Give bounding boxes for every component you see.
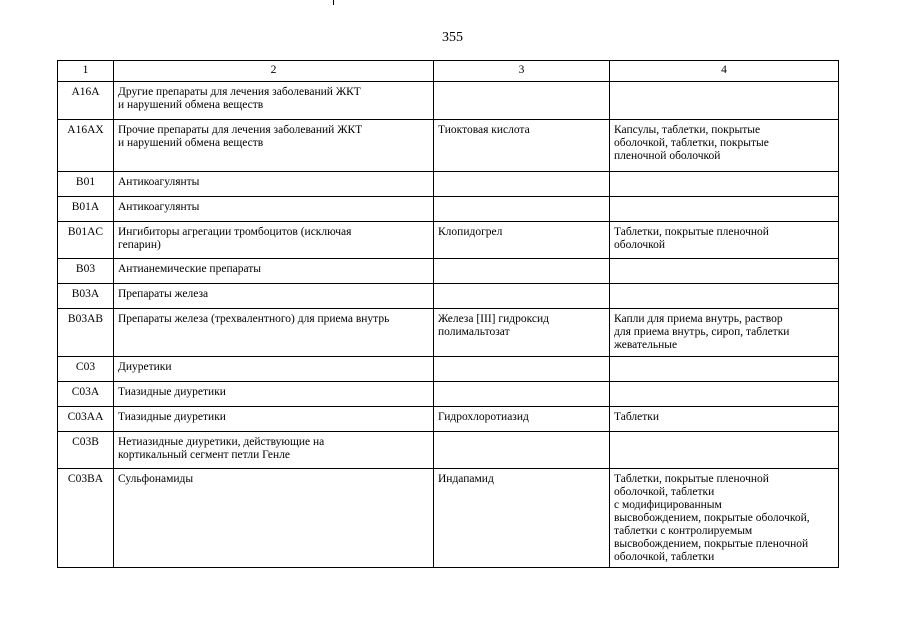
dosage-form-cell xyxy=(610,382,839,407)
drug-name-cell xyxy=(434,357,610,382)
table-row xyxy=(58,259,839,284)
atc-code-cell: B01AC xyxy=(58,222,114,259)
atc-code-cell: C03 xyxy=(58,357,114,382)
atc-code-cell: C03B xyxy=(58,432,114,469)
table-row xyxy=(58,309,839,357)
atc-code-cell: B03A xyxy=(58,284,114,309)
table-header-row xyxy=(58,61,839,82)
atc-code-cell: C03BA xyxy=(58,469,114,568)
dosage-form-cell: Капсулы, таблетки, покрытые оболочкой, таблетки, покрытые пленочной оболочкой xyxy=(610,120,839,172)
atc-code-cell: A16AX xyxy=(58,120,114,172)
dosage-form-cell: Таблетки, покрытые пленочной оболочкой xyxy=(610,222,839,259)
atc-code-cell: B01A xyxy=(58,197,114,222)
drug-name-cell xyxy=(434,259,610,284)
drug-name-cell: Железа [III] гидроксид полимальтозат xyxy=(434,309,610,357)
dosage-form-cell xyxy=(610,259,839,284)
group-name-cell: Препараты железа xyxy=(114,284,434,309)
table-row xyxy=(58,284,839,309)
group-name-cell: Препараты железа (трехвалентного) для приема внутрь xyxy=(114,309,434,357)
drug-name-cell xyxy=(434,382,610,407)
dosage-form-cell: Капли для приема внутрь, раствор для приема внутрь, сироп, таблетки жевательные xyxy=(610,309,839,357)
dosage-form-cell xyxy=(610,197,839,222)
dosage-form-cell: Таблетки xyxy=(610,407,839,432)
medication-table xyxy=(57,60,839,568)
drug-name-cell xyxy=(434,172,610,197)
drug-name-cell xyxy=(434,432,610,469)
group-name-cell: Антианемические препараты xyxy=(114,259,434,284)
dosage-form-cell: Таблетки, покрытые пленочной оболочкой, таблетки с модифицированным высвобождением, покрытые оболочкой, таблетки с контролируемым высвобождением, покрытые пленочной оболочкой, таблетки xyxy=(610,469,839,568)
dosage-form-cell xyxy=(610,172,839,197)
dosage-form-cell xyxy=(610,432,839,469)
column-header-3: 3 xyxy=(434,61,610,82)
group-name-cell: Другие препараты для лечения заболеваний ЖКТ и нарушений обмена веществ xyxy=(114,82,434,120)
table-row xyxy=(58,407,839,432)
dosage-form-cell xyxy=(610,82,839,120)
drug-name-cell: Индапамид xyxy=(434,469,610,568)
column-header-2: 2 xyxy=(114,61,434,82)
dosage-form-cell xyxy=(610,357,839,382)
dosage-form-cell xyxy=(610,284,839,309)
group-name-cell: Тиазидные диуретики xyxy=(114,382,434,407)
scan-mark xyxy=(333,0,334,5)
atc-code-cell: B03 xyxy=(58,259,114,284)
table-row xyxy=(58,82,839,120)
column-header-4: 4 xyxy=(610,61,839,82)
table-row xyxy=(58,382,839,407)
column-header-1: 1 xyxy=(58,61,114,82)
table-row xyxy=(58,120,839,172)
table-row xyxy=(58,222,839,259)
drug-name-cell xyxy=(434,284,610,309)
group-name-cell: Прочие препараты для лечения заболеваний ЖКТ и нарушений обмена веществ xyxy=(114,120,434,172)
group-name-cell: Ингибиторы агрегации тромбоцитов (исключая гепарин) xyxy=(114,222,434,259)
group-name-cell: Диуретики xyxy=(114,357,434,382)
table-row xyxy=(58,197,839,222)
drug-name-cell xyxy=(434,197,610,222)
atc-code-cell: C03AA xyxy=(58,407,114,432)
drug-name-cell: Клопидогрел xyxy=(434,222,610,259)
drug-name-cell: Тиоктовая кислота xyxy=(434,120,610,172)
table-row xyxy=(58,469,839,568)
atc-code-cell: A16A xyxy=(58,82,114,120)
drug-name-cell xyxy=(434,82,610,120)
drug-name-cell: Гидрохлоротиазид xyxy=(434,407,610,432)
table-row xyxy=(58,432,839,469)
atc-code-cell: B03AB xyxy=(58,309,114,357)
group-name-cell: Антикоагулянты xyxy=(114,197,434,222)
group-name-cell: Тиазидные диуретики xyxy=(114,407,434,432)
group-name-cell: Нетиазидные диуретики, действующие на кортикальный сегмент петли Генле xyxy=(114,432,434,469)
table-row xyxy=(58,357,839,382)
atc-code-cell: B01 xyxy=(58,172,114,197)
table-row xyxy=(58,172,839,197)
group-name-cell: Антикоагулянты xyxy=(114,172,434,197)
page-number: 355 xyxy=(442,30,463,45)
atc-code-cell: C03A xyxy=(58,382,114,407)
group-name-cell: Сульфонамиды xyxy=(114,469,434,568)
